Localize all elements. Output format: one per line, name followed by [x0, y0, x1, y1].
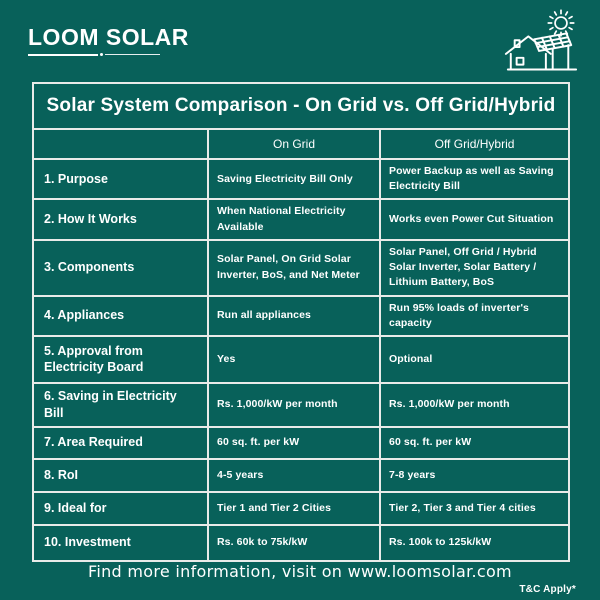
- on-grid-value: Tier 1 and Tier 2 Cities: [208, 492, 380, 525]
- column-header-off-grid-hybrid: Off Grid/Hybrid: [380, 129, 569, 159]
- off-grid-value: Run 95% loads of inverter's capacity: [380, 296, 569, 336]
- on-grid-value: 4-5 years: [208, 459, 380, 492]
- table-row-roi: [33, 459, 569, 492]
- comparison-table: [32, 82, 570, 562]
- row-label: 7. Area Required: [33, 427, 208, 459]
- solar-house-icon: [502, 28, 580, 72]
- table-row-approval: [33, 336, 569, 383]
- table-row-components: [33, 240, 569, 296]
- off-grid-value: Solar Panel, Off Grid / Hybrid Solar Inverter, Solar Battery / Lithium Battery, BoS: [380, 240, 569, 296]
- column-header-on-grid: On Grid: [208, 129, 380, 159]
- off-grid-value: 7-8 years: [380, 459, 569, 492]
- header-icons: [502, 4, 582, 72]
- row-label: 4. Appliances: [33, 296, 208, 336]
- on-grid-value: When National Electricity Available: [208, 199, 380, 239]
- table-row-appliances: [33, 296, 569, 336]
- on-grid-value: Run all appliances: [208, 296, 380, 336]
- table-row-investment: [33, 525, 569, 561]
- off-grid-value: Rs. 100k to 125k/kW: [380, 525, 569, 561]
- on-grid-value: Yes: [208, 336, 380, 383]
- off-grid-value: Rs. 1,000/kW per month: [380, 383, 569, 427]
- table-row-purpose: [33, 159, 569, 199]
- tc-note: T&C Apply*: [519, 584, 576, 595]
- table-header-row: [33, 129, 569, 159]
- table-row-saving: [33, 383, 569, 427]
- on-grid-value: Solar Panel, On Grid Solar Inverter, BoS, and Net Meter: [208, 240, 380, 296]
- on-grid-value: 60 sq. ft. per kW: [208, 427, 380, 459]
- brand-logo-underline: [28, 53, 160, 56]
- row-label: 2. How It Works: [33, 199, 208, 239]
- row-label: 3. Components: [33, 240, 208, 296]
- brand-logo: [28, 24, 189, 56]
- off-grid-value: Tier 2, Tier 3 and Tier 4 cities: [380, 492, 569, 525]
- brand-logo-text: LOOM SOLAR: [28, 24, 189, 50]
- row-label: 5. Approval from Electricity Board: [33, 336, 208, 383]
- column-header-feature: [33, 129, 208, 159]
- row-label: 10. Investment: [33, 525, 208, 561]
- off-grid-value: Power Backup as well as Saving Electricity Bill: [380, 159, 569, 199]
- table-title-row: [33, 83, 569, 129]
- on-grid-value: Saving Electricity Bill Only: [208, 159, 380, 199]
- off-grid-value: Optional: [380, 336, 569, 383]
- on-grid-value: Rs. 1,000/kW per month: [208, 383, 380, 427]
- table-row-ideal-for: [33, 492, 569, 525]
- table-row-area: [33, 427, 569, 459]
- off-grid-value: Works even Power Cut Situation: [380, 199, 569, 239]
- footer-info-text: Find more information, visit on www.loomsolar.com: [88, 562, 512, 581]
- row-label: 6. Saving in Electricity Bill: [33, 383, 208, 427]
- row-label: 1. Purpose: [33, 159, 208, 199]
- off-grid-value: 60 sq. ft. per kW: [380, 427, 569, 459]
- row-label: 8. RoI: [33, 459, 208, 492]
- on-grid-value: Rs. 60k to 75k/kW: [208, 525, 380, 561]
- table-row-how-it-works: [33, 199, 569, 239]
- table-title: Solar System Comparison - On Grid vs. Off Grid/Hybrid: [33, 83, 569, 129]
- header: [0, 0, 600, 80]
- row-label: 9. Ideal for: [33, 492, 208, 525]
